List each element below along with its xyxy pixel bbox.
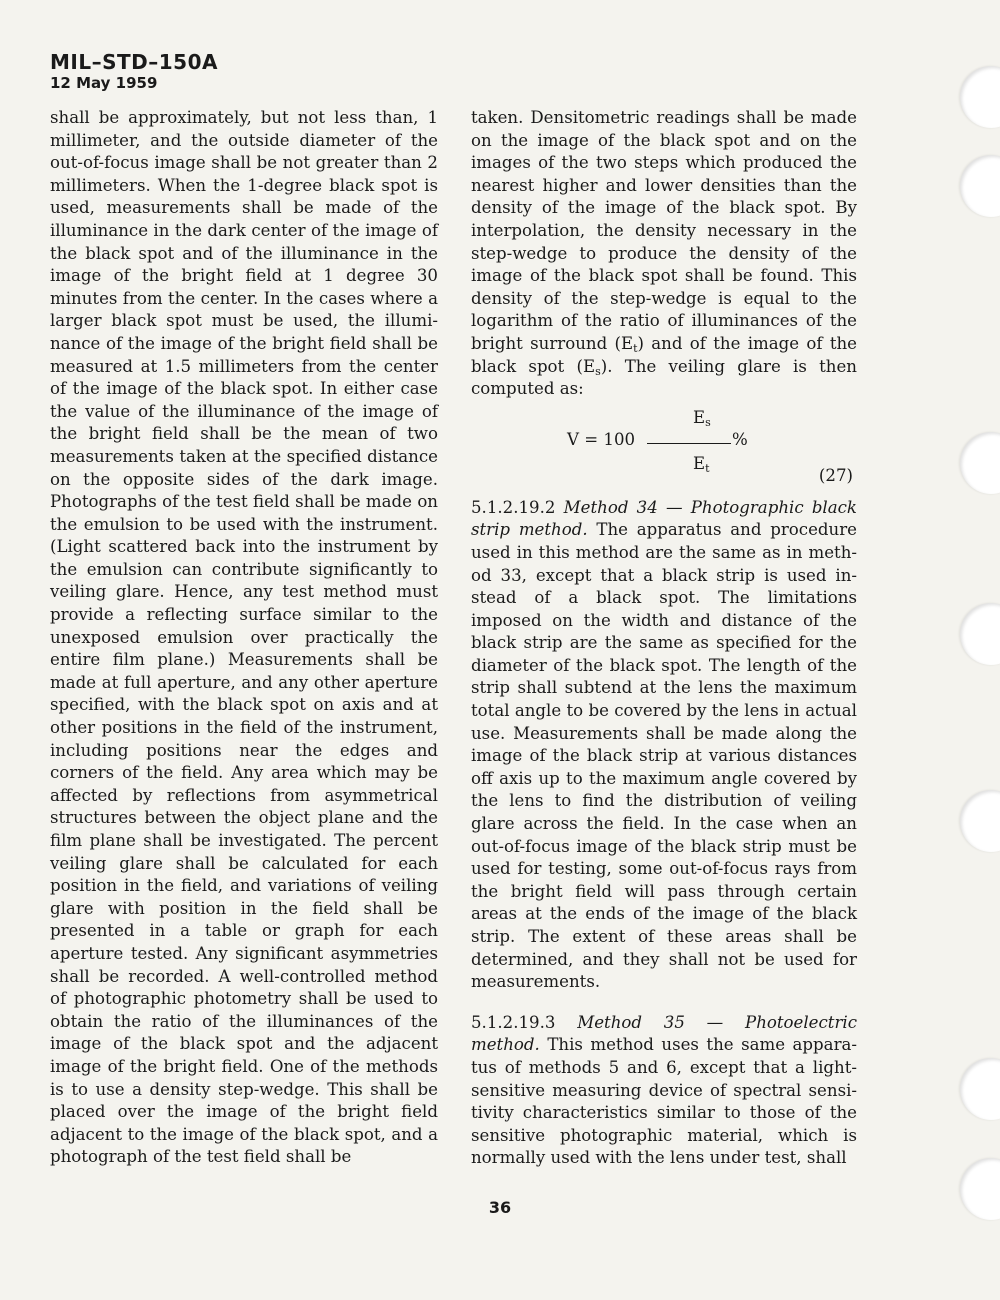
binder-hole: [960, 603, 1000, 665]
binder-hole: [960, 790, 1000, 852]
section-body: This method uses the same apparatus of methods 5 and 6, except that a light-sensitive measuring device of spectral sensitivity characteristics similar to those of the sensitive photographic material, which is normally used with the lens under test, shall: [471, 1035, 857, 1168]
right-column: [471, 107, 857, 1170]
numerator-sub: s: [705, 415, 711, 429]
section-5-1-2-19-2: [471, 497, 857, 994]
para1-mid-text: ) and of the image of the black spot (E: [471, 333, 857, 376]
para1-text: taken. Densitometric readings shall be made on the image of the black spot and on the images of the two steps which produced the nearest higher and lower densities than the density of the image of the black spot. By interpolation, the density necessary in the step-wedge to produce the density of the image of the black spot shall be found. This density of the step-wedge is equal to the logarithm of the ratio of illuminances of the bright surround (E: [471, 108, 857, 353]
formula-lhs: V = 100: [567, 429, 636, 449]
left-column-paragraph: shall be approximately, but not less than, 1 millimeter, and the outside diameter of the out-of-focus image shall be not greater than 2 millimeters. When the 1-degree black spot is used, measurements shall be made of the illuminance in the dark center of the image of the black spot and of the illuminance in the image of the bright field at 1 degree 30 minutes from the center. In the cases where a larger black spot must be used, the illuminance of the image of the bright field shall be measured at 1.5 millimeters from the center of the image of the black spot. In either case the value of the illuminance of the image of the bright field shall be the mean of two measurements taken at the specified distance on the opposite sides of the dark image. Photographs of the test field shall be made on the emulsion to be used with the instrument. (Light scattered back into the instrument by the emulsion can contribute significantly to veiling glare. Hence, any test method must provide a reflecting surface similar to the unexposed emulsion over practically the entire film plane.) Measurements shall be made at full aperture, and any other aperture specified, with the black spot on axis and at other positions in the field of the instrument, including positions near the edges and corners of the field. Any area which may be affected by reflections from asymmetrical structures between the object plane and the film plane shall be investigated. The percent veiling glare shall be calculated for each position in the field, and variations of veiling glare with position in the field shall be presented in a table or graph for each aperture tested. Any significant asymmetries shall be recorded. A well-controlled method of photographic photometry shall be used to obtain the ratio of the illuminances of the image of the black spot and the adjacent image of the bright field. One of the methods is to use a density step-wedge. This shall be placed over the image of the bright field adjacent to the image of the black spot, and a photograph of the test field shall be: [50, 108, 438, 1167]
standard-date: 12 May 1959: [50, 74, 158, 92]
binder-hole: [960, 1058, 1000, 1120]
formula-numerator: [693, 407, 711, 430]
binder-hole: [960, 66, 1000, 128]
binder-hole: [960, 432, 1000, 494]
subscript-t: t: [633, 341, 638, 355]
denominator-sub: t: [705, 461, 710, 475]
section-body: The apparatus and procedure used in this method are the same as in method 33, except that a black strip is used instead of a black spot. The limitations imposed on the width and distance of the black strip are the same as specified for the diameter of the black spot. The length of the strip shall subtend at the lens the maximum total angle to be covered by the lens in actual use. Measurements shall be made along the image of the black strip at various distances off axis up to the maximum angle covered by the lens to find the distribution of veiling glare across the field. In the case when an out-of-focus image of the black strip must be used for testing, some out-of-focus rays from the bright field will pass through certain areas at the ends of the image of the black strip. The extent of these areas shall be determined, and they shall not be used for measurements.: [471, 520, 857, 992]
binder-hole: [960, 155, 1000, 217]
section-title: Method 34 — Photographic black strip method.: [471, 497, 857, 540]
section-title: Method 35 — Photoelectric method.: [471, 1012, 857, 1055]
standard-number: MIL–STD–150A: [50, 50, 218, 74]
veiling-glare-formula: [471, 407, 857, 487]
fraction-bar: [647, 443, 731, 444]
left-column: [50, 107, 438, 1169]
numerator-main: E: [693, 407, 706, 427]
equation-number: (27): [818, 465, 853, 485]
section-5-1-2-19-3: [471, 1012, 857, 1170]
document-header: [50, 50, 218, 92]
para1-end-text: ). The veiling glare is then computed as:: [471, 356, 857, 399]
section-number: 5.1.2.19.3: [471, 1012, 556, 1032]
page-number: 36: [488, 1198, 512, 1217]
section-number: 5.1.2.19.2: [471, 497, 556, 517]
subscript-s: s: [595, 364, 601, 378]
denominator-main: E: [693, 453, 706, 473]
formula-percent: %: [732, 429, 748, 449]
right-column-paragraph-1: [471, 107, 857, 401]
formula-denominator: [693, 453, 710, 476]
